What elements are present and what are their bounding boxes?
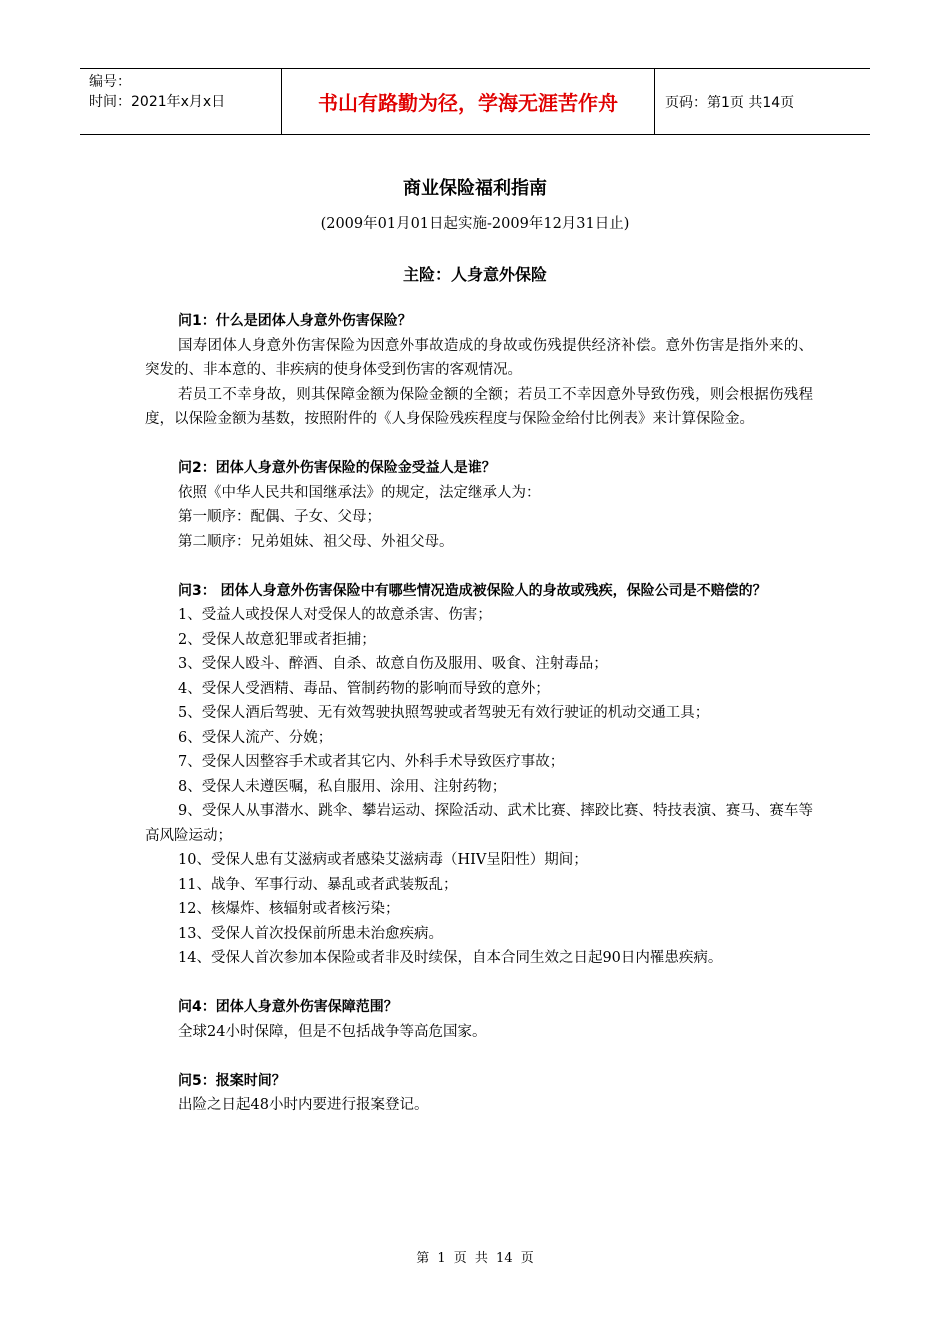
section-heading: 主险：人身意外保险 (402, 265, 547, 284)
question-3: 问3： 团体人身意外伤害保险中有哪些情况造成被保险人的身故或残疾，保险公司是不赔偿的？ (178, 582, 767, 599)
doc-time-label: 时间：2021年x月x日 (89, 94, 226, 110)
document-subtitle: (2009年01月01日起实施-2009年12月31日止) (320, 216, 630, 232)
exclusion-item: 8、受保人未遵医嘱，私自服用、涂用、注射药物； (178, 778, 507, 795)
exclusion-item: 2、受保人故意犯罪或者拒捕； (178, 631, 376, 648)
answer-4-paragraph-1: 全球24小时保障，但是不包括战争等高危国家。 (178, 1023, 487, 1040)
spacer (145, 432, 813, 457)
exclusion-item: 10、受保人患有艾滋病或者感染艾滋病毒（HIV呈阳性）期间； (178, 852, 588, 868)
answer-1-paragraph-2: 若员工不幸身故，则其保障金额为保险金额的全额；若员工不幸因意外导致伤残，则会根据伤残程度，以保险金额为基数，按照附件的《人身保险残疾程度与保险金给付比例表》来计算保险金。 (145, 386, 813, 427)
exclusion-item: 3、受保人殴斗、醉酒、自杀、故意自伤及服用、吸食、注射毒品； (178, 656, 608, 672)
exclusion-item: 7、受保人因整容手术或者其它内、外科手术导致医疗事故； (178, 754, 565, 770)
exclusion-item: 9、受保人从事潜水、跳伞、攀岩运动、探险活动、武术比赛、摔跤比赛、特技表演、赛马、赛车等高风险运动； (145, 803, 813, 844)
exclusion-item: 5、受保人酒后驾驶、无有效驾驶执照驾驶或者驾驶无有效行驶证的机动交通工具； (178, 705, 710, 721)
question-5: 问5：报案时间？ (178, 1072, 286, 1089)
answer-2-paragraph-2: 第一顺序：配偶、子女、父母； (178, 509, 381, 525)
spacer (145, 554, 813, 579)
question-1: 问1：什么是团体人身意外伤害保险？ (178, 313, 412, 329)
exclusion-item: 14、受保人首次参加本保险或者非及时续保，自本合同生效之日起90日内罹患疾病。 (178, 950, 723, 966)
spacer (145, 1044, 813, 1069)
exclusion-item: 12、核爆炸、核辐射或者核污染； (178, 901, 400, 917)
document-body (145, 309, 813, 1118)
answer-2-paragraph-3: 第二顺序：兄弟姐妹、祖父母、外祖父母。 (178, 533, 454, 550)
exclusion-item: 4、受保人受酒精、毒品、管制药物的影响而导致的意外； (178, 680, 550, 697)
exclusion-item: 11、战争、军事行动、暴乱或者武装叛乱； (178, 876, 458, 893)
document-title: 商业保险福利指南 (403, 178, 547, 199)
answer-5-paragraph-1: 出险之日起48小时内要进行报案登记。 (178, 1097, 429, 1113)
exclusion-item: 13、受保人首次投保前所患未治愈疾病。 (178, 925, 443, 942)
exclusion-item: 1、受益人或投保人对受保人的故意杀害、伤害； (178, 607, 492, 623)
question-4: 问4：团体人身意外伤害保障范围？ (178, 999, 398, 1015)
page-footer: 第 1 页 共 14 页 (416, 1251, 534, 1266)
spacer (145, 971, 813, 996)
header-meta (80, 69, 281, 134)
answer-2-paragraph-1: 依照《中华人民共和国继承法》的规定，法定继承人为： (178, 484, 541, 501)
question-2: 问2：团体人身意外伤害保险的保险金受益人是谁？ (178, 460, 496, 476)
header-page-info: 页码：第1页 共14页 (665, 94, 795, 111)
page-header (80, 68, 870, 135)
exclusion-item: 6、受保人流产、分娩； (178, 729, 333, 746)
answer-1-paragraph-1: 国寿团体人身意外伤害保险为因意外事故造成的身故或伤残提供经济补偿。意外伤害是指外来的、突发的、非本意的、非疾病的使身体受到伤害的客观情况。 (145, 337, 813, 378)
header-motto: 书山有路勤为径，学海无涯苦作舟 (281, 69, 655, 134)
doc-number-label: 编号： (89, 74, 131, 90)
